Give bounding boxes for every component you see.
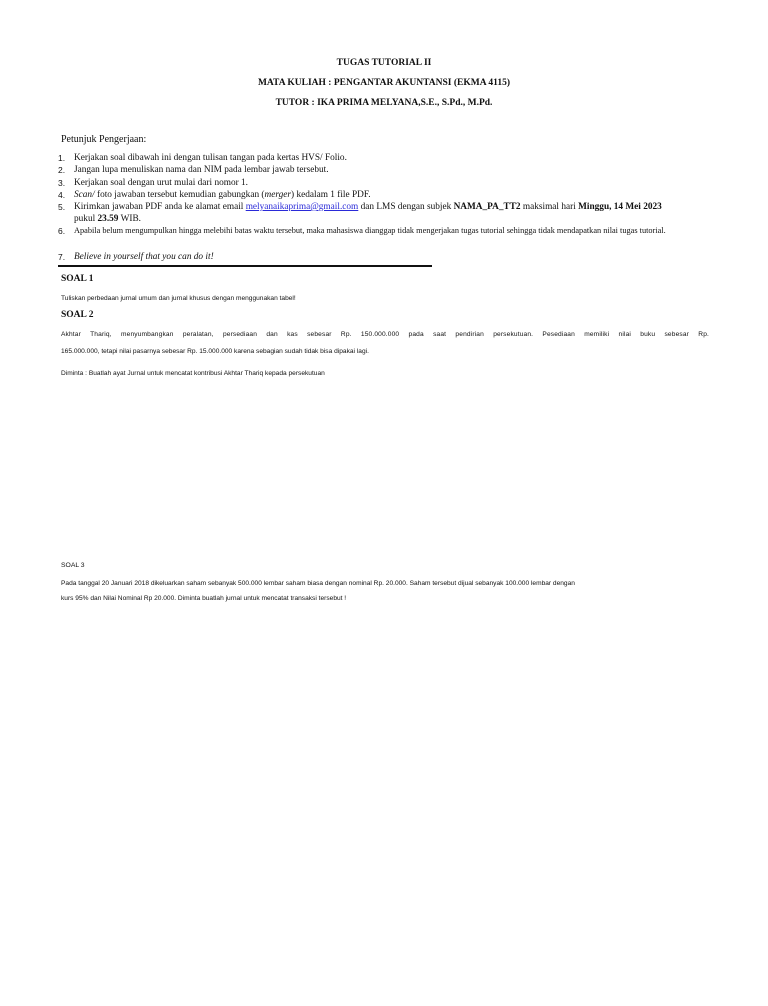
instruction-text: Jangan lupa menuliskan nama dan NIM pada lembar jawab tersebut. [74,165,329,175]
soal-2-heading: SOAL 2 [61,310,94,320]
instruction-fragment: WIB. [118,214,141,224]
instruction-italic: merger [264,190,292,200]
instruction-text [74,189,713,201]
instruction-number: 7. [58,252,66,262]
instruction-fragment: maksimal hari [520,202,579,212]
soal-2-paragraph-line-2: 165.000.000, tetapi nilai pasarnya sebesar Rp. 15.000.000 karena sebagian sudah tidak bisa dipakai lagi. [61,348,369,355]
soal-2-task: Diminta : Buatlah ayat Jurnal untuk mencatat kontribusi Akhtar Thariq kepada persekutuan [61,370,325,377]
instruction-fragment: ) kedalam 1 file PDF. [291,190,371,200]
email-link[interactable]: melyanaikaprima@gmail.com [245,202,359,212]
instruction-number: 1. [58,153,66,163]
deadline-time: 23.59 [97,214,119,224]
instruction-number: 2. [58,165,66,175]
section-divider [58,265,432,267]
instruction-item-5 [58,201,713,225]
instruction-number: 6. [58,226,66,236]
instruction-text: Kerjakan soal dengan urut mulai dari nomor 1. [74,178,249,188]
subject-code: NAMA_PA_TT2 [453,202,521,212]
instruction-fragment: foto jawaban tersebut kemudian gabungkan ( [94,190,265,200]
instructions-title: Petunjuk Pengerjaan: [61,134,147,145]
instruction-text [74,201,713,225]
instruction-item-2 [58,164,713,176]
instruction-number: 4. [58,190,66,200]
instruction-fragment: pukul [74,214,98,224]
soal-3-line-2: kurs 95% dan Nilai Nominal Rp 20.000. Diminta buatlah jurnal untuk mencatat transaksi tersebut ! [61,595,347,602]
instruction-fragment: Kirimkan jawaban PDF anda ke alamat email [74,202,246,212]
instruction-italic: Scan/ [74,190,95,200]
instruction-item-6 [58,225,713,237]
instruction-item-4 [58,189,713,201]
instruction-item-7 [58,251,713,263]
instruction-fragment: dan LMS dengan subjek [358,202,454,212]
soal-1-question: Tuliskan perbedaan jurnal umum dan jurnal khusus dengan menggunakan tabel! [61,295,296,302]
soal-3-heading: SOAL 3 [61,562,85,569]
instruction-text: Apabila belum mengumpulkan hingga melebihi batas waktu tersebut, maka mahasiswa dianggap tidak mengerjakan tugas tutorial sehingga tidak mendapatkan nilai tugas tutorial. [74,226,666,235]
tutor-name: TUTOR : IKA PRIMA MELYANA,S.E., S.Pd., M.Pd. [275,98,493,108]
soal-2-paragraph-line-1: Akhtar Thariq, menyumbangkan peralatan, persediaan dan kas sebesar Rp. 150.000.000 pada saat pendirian persekutuan. Pesediaan memiliki nilai buku sebesar Rp. [61,331,709,338]
instruction-text: Believe in yourself that you can do it! [74,252,214,262]
course-title: MATA KULIAH : PENGANTAR AKUNTANSI (EKMA 4115) [257,78,511,88]
deadline-date: Minggu, 14 Mei 2023 [578,202,662,212]
instruction-item-1 [58,152,713,164]
soal-1-heading: SOAL 1 [61,274,94,284]
document-title: TUGAS TUTORIAL II [336,58,432,68]
soal-3-line-1: Pada tanggal 20 Januari 2018 dikeluarkan saham sebanyak 500.000 lembar saham biasa dengan nominal Rp. 20.000. Saham tersebut dijual sebanyak 100.000 lembar dengan [61,580,575,587]
instruction-text: Kerjakan soal dibawah ini dengan tulisan tangan pada kertas HVS/ Folio. [74,153,347,163]
instruction-number: 3. [58,178,66,188]
instruction-item-3 [58,177,713,189]
instruction-number: 5. [58,202,66,212]
